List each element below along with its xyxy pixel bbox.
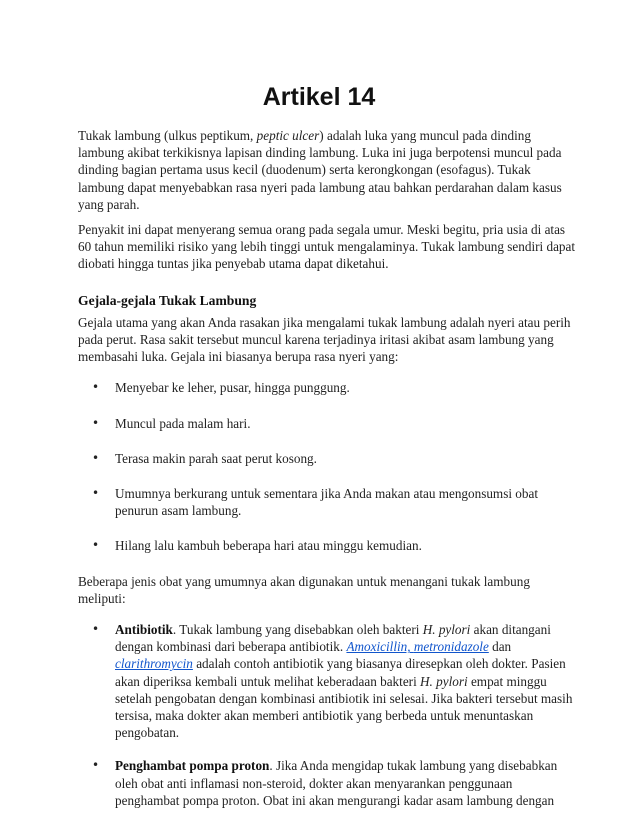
- intro-text-start: Tukak lambung (ulkus peptikum,: [78, 128, 257, 143]
- treatment-list: [78, 621, 578, 809]
- bullet-icon: •: [92, 758, 100, 773]
- list-item-text: Muncul pada malam hari.: [115, 415, 251, 431]
- antibiotic-text-1: . Tukak lambung yang disebabkan oleh bakteri: [172, 622, 423, 638]
- list-item-text: Terasa makin parah saat perut kosong.: [115, 450, 317, 466]
- list-item: [78, 379, 578, 396]
- list-item: [78, 537, 578, 554]
- list-item: [78, 450, 578, 467]
- bullet-icon: •: [92, 415, 100, 430]
- bullet-icon: •: [92, 622, 100, 637]
- symptoms-list: [78, 379, 578, 554]
- antibiotic-text-4: empat minggu setelah pengobatan dengan kombinasi antibiotik ini selesai. Jika bakteri tersebut masih tersisa, maka dokter akan memberi antibiotik yang berbeda untuk menuntaskan pengobatan.: [115, 673, 573, 741]
- amoxicillin-link[interactable]: Amoxicillin,: [346, 639, 414, 655]
- bullet-icon: •: [92, 486, 100, 501]
- intro-term-italic: peptic ulcer: [256, 128, 320, 143]
- antibiotic-text-2: akan ditangani dengan kombinasi dari beberapa antibiotik.: [115, 622, 551, 655]
- list-item: [78, 485, 578, 519]
- symptoms-heading: Gejala-gejala Tukak Lambung: [78, 292, 257, 308]
- intro-paragraph-1: [78, 127, 578, 213]
- article-body: [78, 127, 578, 825]
- ppi-label: Penghambat pompa proton: [115, 758, 270, 774]
- list-item-text: Menyebar ke leher, pusar, hingga punggung.: [115, 380, 350, 396]
- bullet-icon: •: [92, 450, 100, 465]
- intro-paragraph-2: Penyakit ini dapat menyerang semua orang pada segala umur. Meski begitu, pria usia di atas 60 tahun memiliki risiko yang lebih tinggi untuk mengalaminya. Tukak lambung sendiri dapat diobati hingga tuntas jika penyebab utama dapat diketahui.: [78, 222, 576, 272]
- clarithromycin-link[interactable]: clarithromycin: [115, 656, 193, 672]
- ppi-text: . Jika Anda mengidap tukak lambung yang disebabkan oleh obat anti inflamasi non-steroid, dokter akan menyarankan penggunaan penghambat pompa proton. Obat ini akan mengurangi kadar asam lambung dengan: [115, 758, 558, 808]
- metronidazole-link[interactable]: metronidazole: [413, 639, 489, 655]
- antibiotic-text-3: adalah contoh antibiotik yang biasanya diresepkan oleh dokter. Pasien akan diperiksa kembali untuk melihat keberadaan bakteri: [115, 656, 566, 689]
- antibiotic-and: dan: [488, 639, 512, 655]
- bullet-icon: •: [92, 538, 100, 553]
- bacteria-name: H. pylori: [422, 622, 471, 638]
- treatment-intro: Beberapa jenis obat yang umumnya akan digunakan untuk menangani tukak lambung meliputi:: [78, 573, 530, 606]
- antibiotic-label: Antibiotik: [115, 622, 173, 638]
- list-item: [78, 415, 578, 432]
- list-item-antibiotic: [78, 621, 578, 741]
- bacteria-name-2: H. pylori: [420, 673, 468, 689]
- list-item-ppi: [78, 757, 578, 809]
- symptoms-paragraph: Gejala utama yang akan Anda rasakan jika mengalami tukak lambung adalah nyeri atau perih pada perut. Rasa sakit tersebut muncul karena terjadinya iritasi akibat asam lambung yang membasahi luka. Gejala ini biasanya berupa rasa nyeri yang:: [78, 314, 571, 365]
- bullet-icon: •: [92, 380, 100, 395]
- article-title: Artikel 14: [262, 83, 376, 111]
- list-item-text: Hilang lalu kambuh beberapa hari atau minggu kemudian.: [115, 538, 422, 554]
- intro-text-end: ) adalah luka yang muncul pada dinding lambung akibat terkikisnya lapisan dinding lambung. Luka ini juga berpotensi muncul pada dinding bagian pertama usus kecil (duodenum) serta kerongkongan (esofagus). Tukak lambung dapat menyebabkan rasa nyeri pada lambung atau bahkan perdarahan dalam kasus yang parah.: [78, 128, 562, 212]
- list-item-text: Umumnya berkurang untuk sementara jika Anda makan atau mengonsumsi obat penurun asam lambung.: [115, 486, 538, 519]
